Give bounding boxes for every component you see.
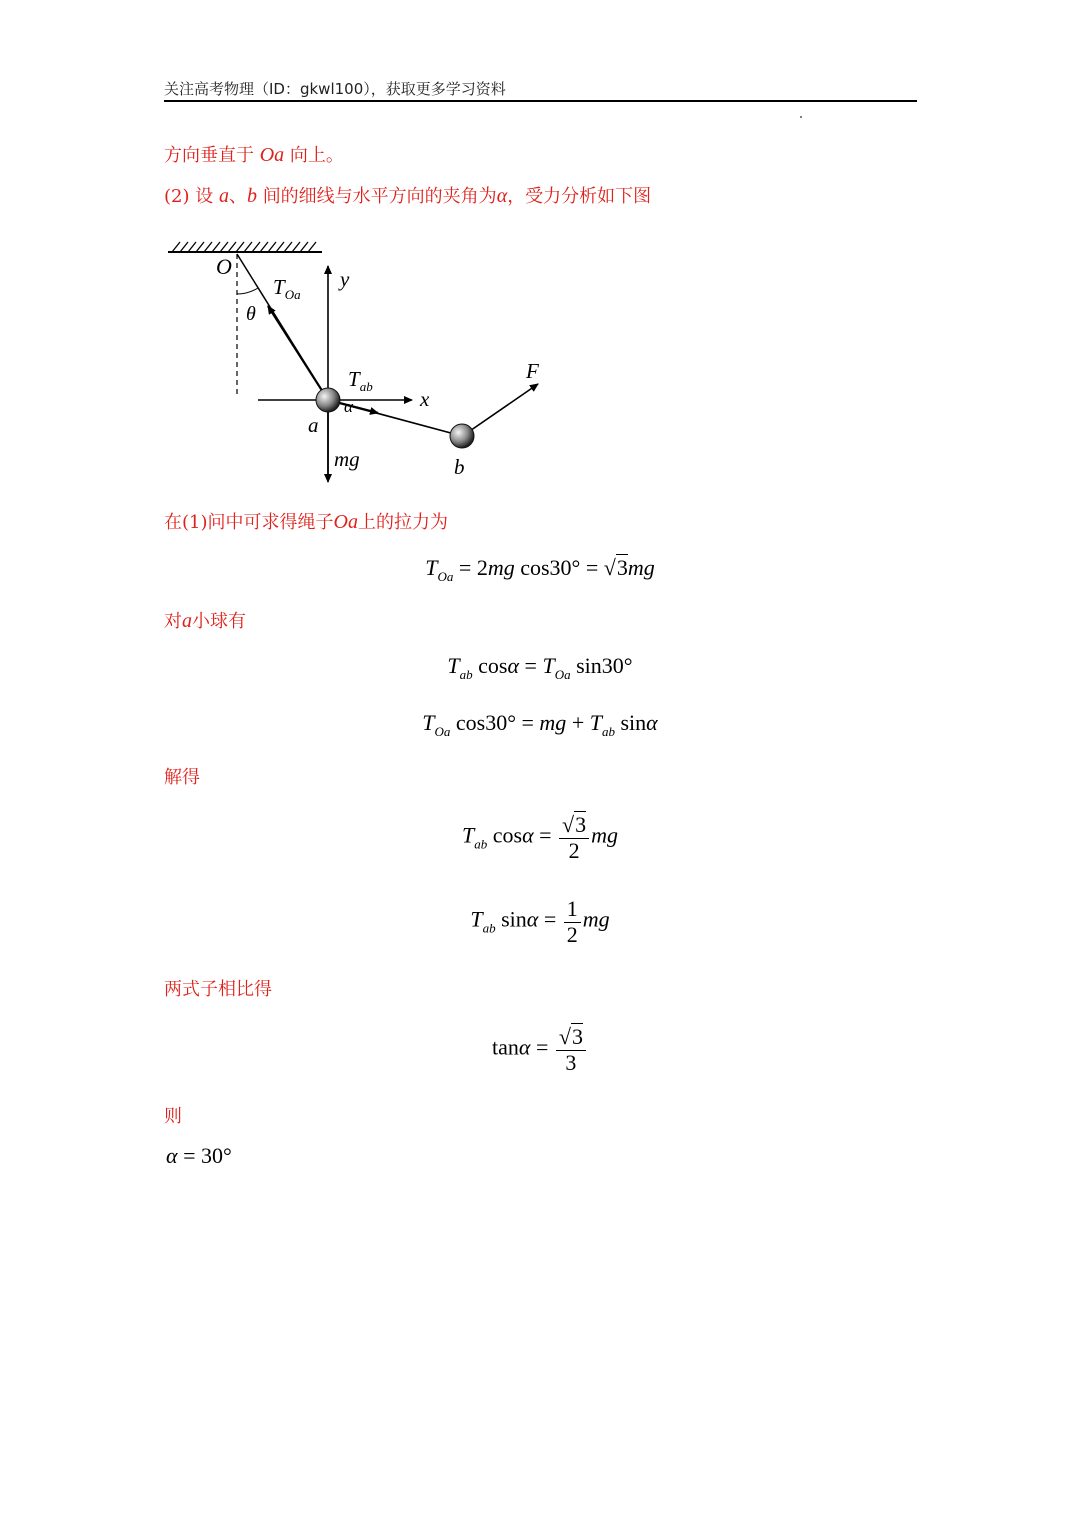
tension-oa-arrow xyxy=(268,306,328,400)
label-theta: θ xyxy=(246,303,256,325)
label-o: O xyxy=(216,254,232,279)
label-t-oa: $T_{Oa}$ xyxy=(273,275,301,302)
equation-7: α = 30° xyxy=(166,1143,232,1168)
theta-arc xyxy=(237,288,258,294)
text-line-1: 方向垂直于 Oa 向上。 xyxy=(164,144,344,166)
equation-6: tanα = $\frac{√3}{3}$ xyxy=(0,1024,1080,1075)
label-mg: mg xyxy=(334,447,360,471)
force-diagram xyxy=(160,232,560,492)
label-t-ab: $T_{ab}$ xyxy=(348,367,373,394)
equation-5: $T_{ab}$ sinα = $\frac{1}{2}$ mg xyxy=(470,896,610,947)
label-y: y xyxy=(340,267,350,291)
label-b: b xyxy=(454,455,465,479)
label-f: F xyxy=(526,359,539,383)
text-line-3: 在(1)问中可求得绳子Oa上的拉力为 xyxy=(164,511,448,533)
ball-a xyxy=(316,388,340,412)
stray-dot xyxy=(800,116,802,118)
text-line-6: 两式子相比得 xyxy=(164,979,272,1000)
text-line-5: 解得 xyxy=(164,767,200,788)
equation-2: $T_{ab}$ $\cos\alpha = T_{Oa}$ sin30° xyxy=(447,653,633,682)
equation-1: $T_{Oa} = 2mg$ cos30° = √3mg xyxy=(425,555,655,584)
ball-b xyxy=(450,424,474,448)
ceiling-hatch xyxy=(172,242,316,252)
text-line-2: (2) 设 a、b 间的细线与水平方向的夹角为α，受力分析如下图 xyxy=(164,185,652,207)
text-line-7: 则 xyxy=(164,1106,182,1127)
equation-4: $T_{ab}$ cosα = $\frac{√3}{2}$ mg xyxy=(461,812,619,863)
header-rule xyxy=(164,100,917,102)
text-line-4: 对a小球有 xyxy=(164,610,246,632)
label-alpha: α xyxy=(344,397,353,416)
label-a: a xyxy=(308,413,319,437)
page-header: 关注高考物理（ID：gkwl100），获取更多学习资料 xyxy=(164,80,506,98)
label-x: x xyxy=(420,387,430,411)
force-f-arrow xyxy=(464,384,538,435)
equation-3: $T_{Oa}$ cos30° = mg + $T_{ab}$ sinα xyxy=(422,710,658,739)
